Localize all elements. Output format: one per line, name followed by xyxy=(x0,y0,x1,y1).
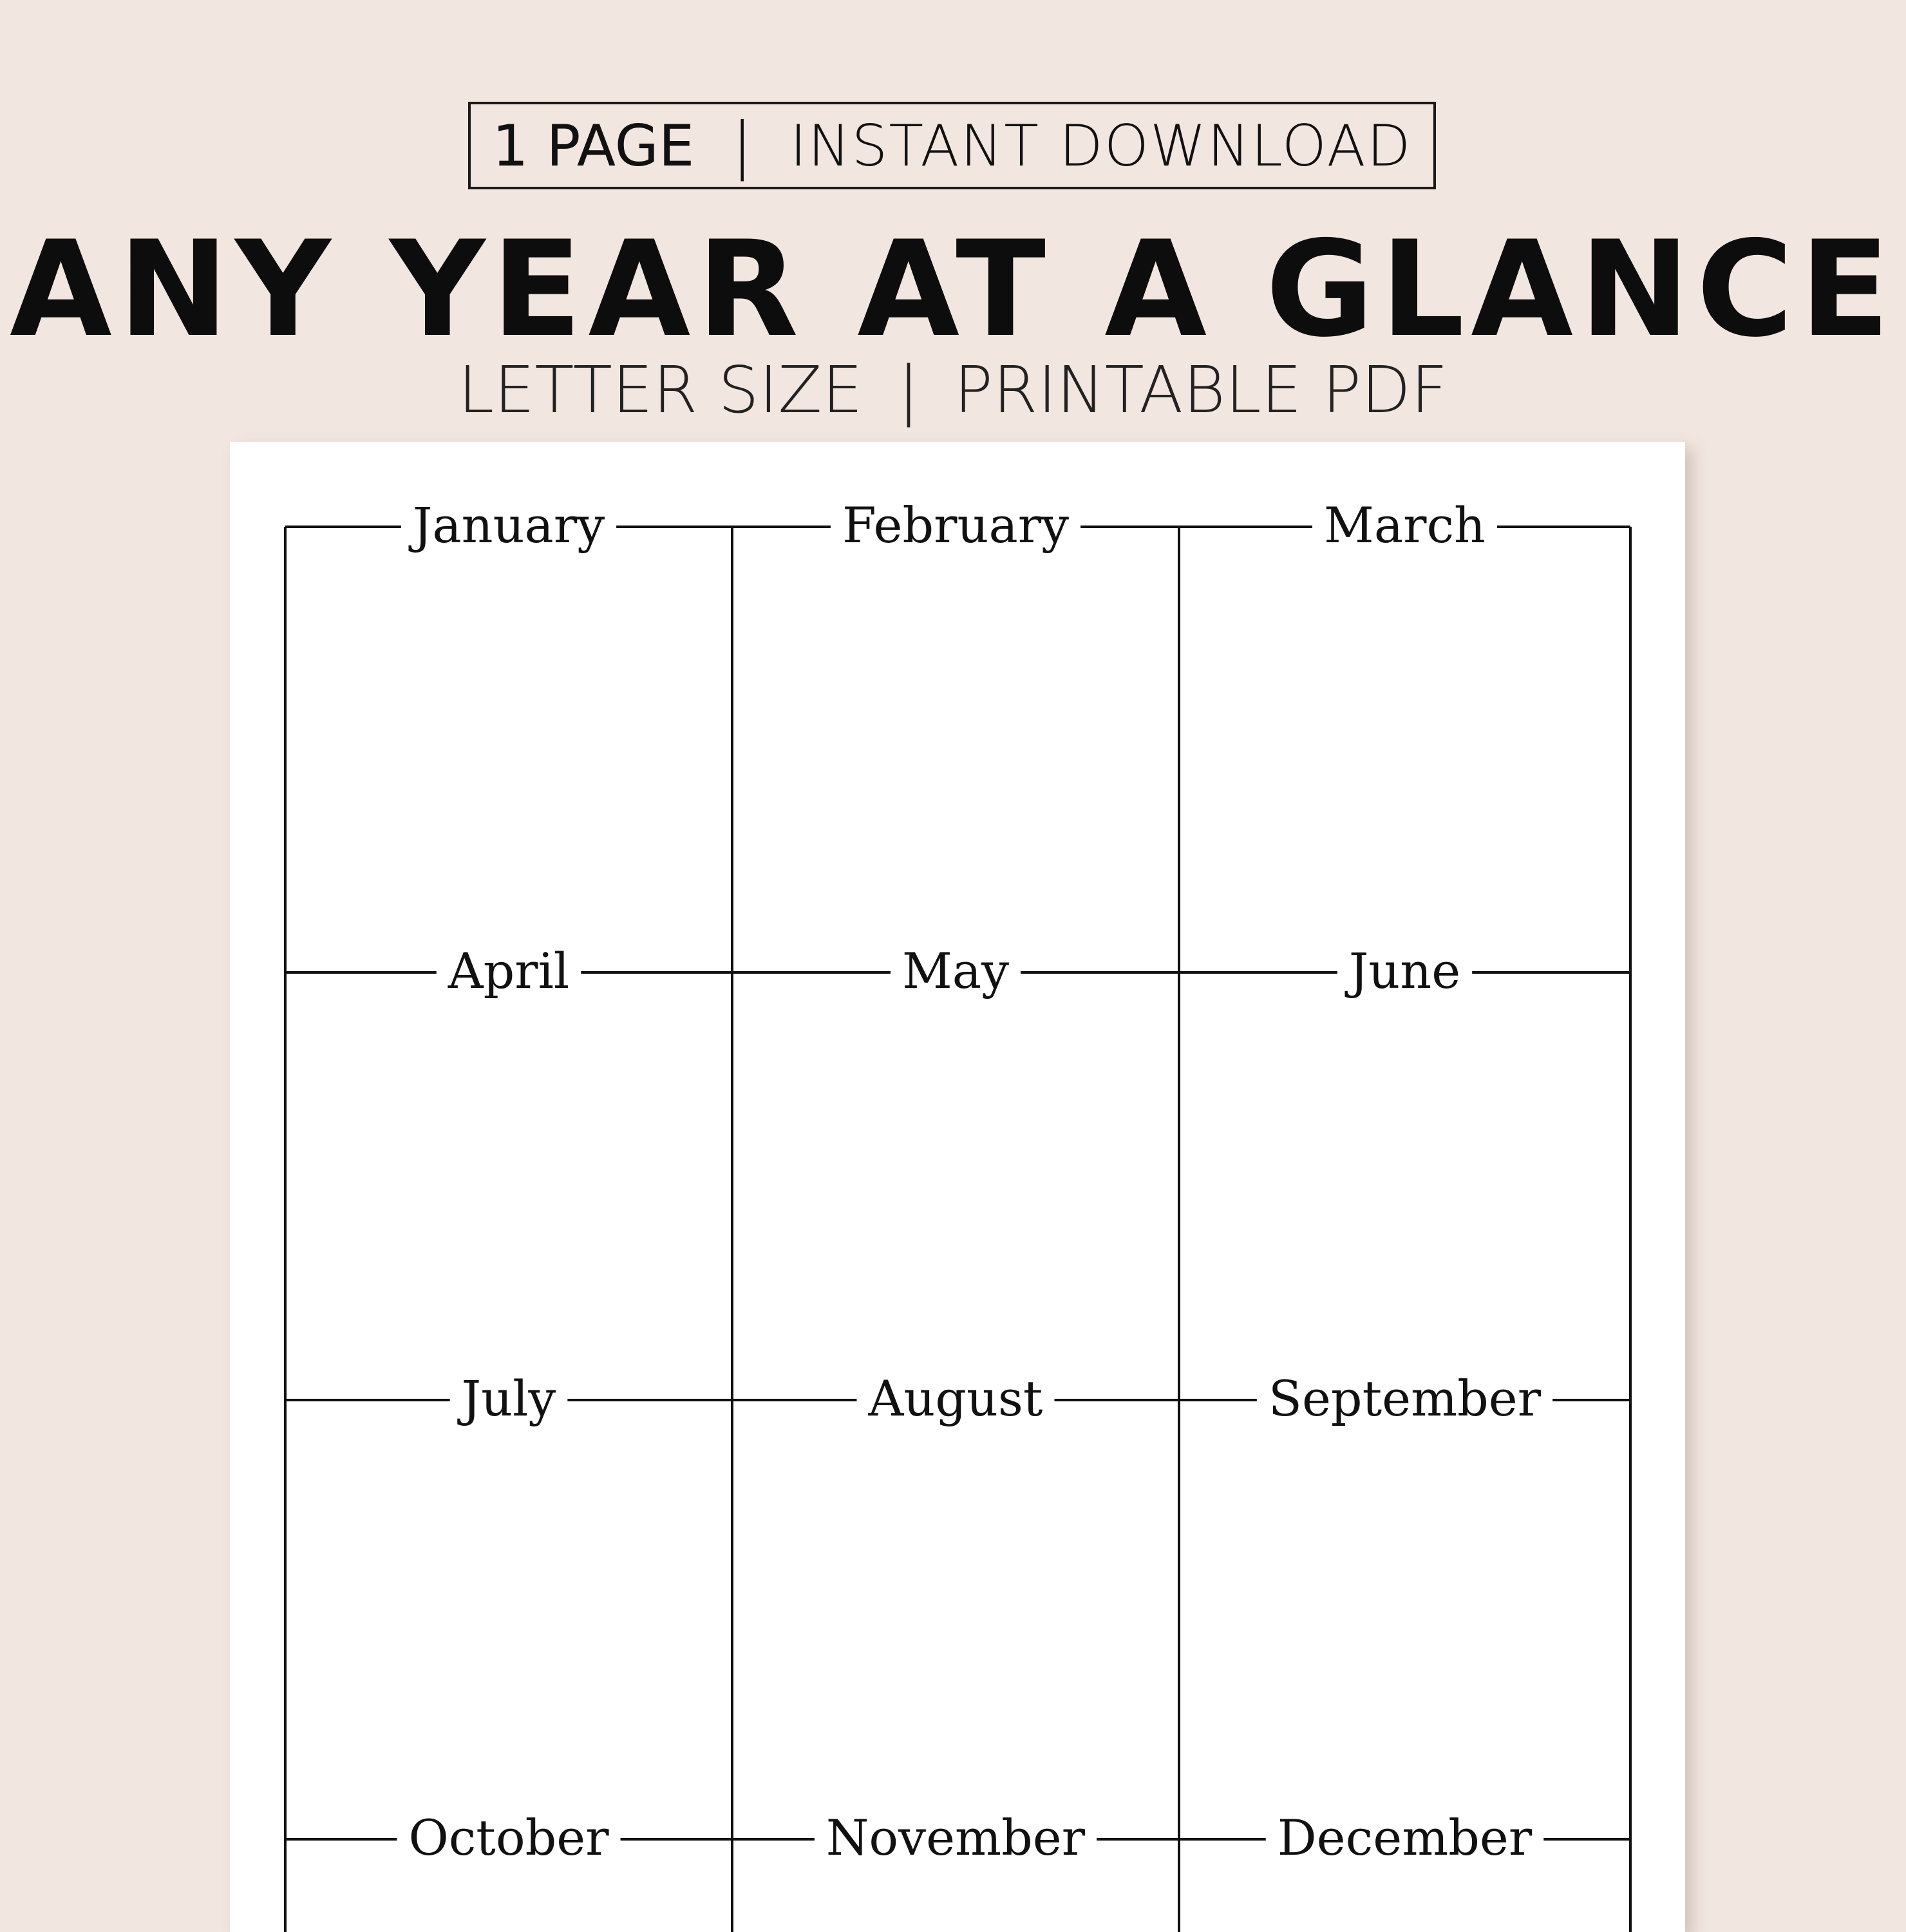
month-label-january: January xyxy=(412,497,605,554)
month-label-april: April xyxy=(448,942,570,999)
month-label-july: July xyxy=(461,1370,556,1427)
month-label-december: December xyxy=(1277,1809,1533,1866)
month-label-october: October xyxy=(408,1809,609,1866)
download-label: INSTANT DOWNLOAD xyxy=(789,112,1412,179)
product-badge xyxy=(468,102,1436,189)
subtitle xyxy=(0,353,1906,428)
month-label-november: November xyxy=(826,1809,1086,1866)
page-title: ANY YEAR AT A GLANCE xyxy=(10,213,1896,366)
month-grid xyxy=(230,442,1685,1932)
badge-separator: | xyxy=(731,109,753,182)
planner-sheet xyxy=(230,442,1685,1932)
month-label-february: February xyxy=(842,497,1070,554)
page-count-label: 1 PAGE xyxy=(492,112,695,179)
month-label-august: August xyxy=(868,1370,1043,1427)
month-label-june: June xyxy=(1348,942,1461,999)
month-label-march: March xyxy=(1324,497,1486,554)
month-label-may: May xyxy=(901,942,1010,999)
subtitle-separator: | xyxy=(897,352,920,428)
paper-size-label: LETTER SIZE xyxy=(458,352,863,428)
file-format-label: PRINTABLE PDF xyxy=(954,352,1448,428)
month-label-september: September xyxy=(1268,1370,1542,1427)
